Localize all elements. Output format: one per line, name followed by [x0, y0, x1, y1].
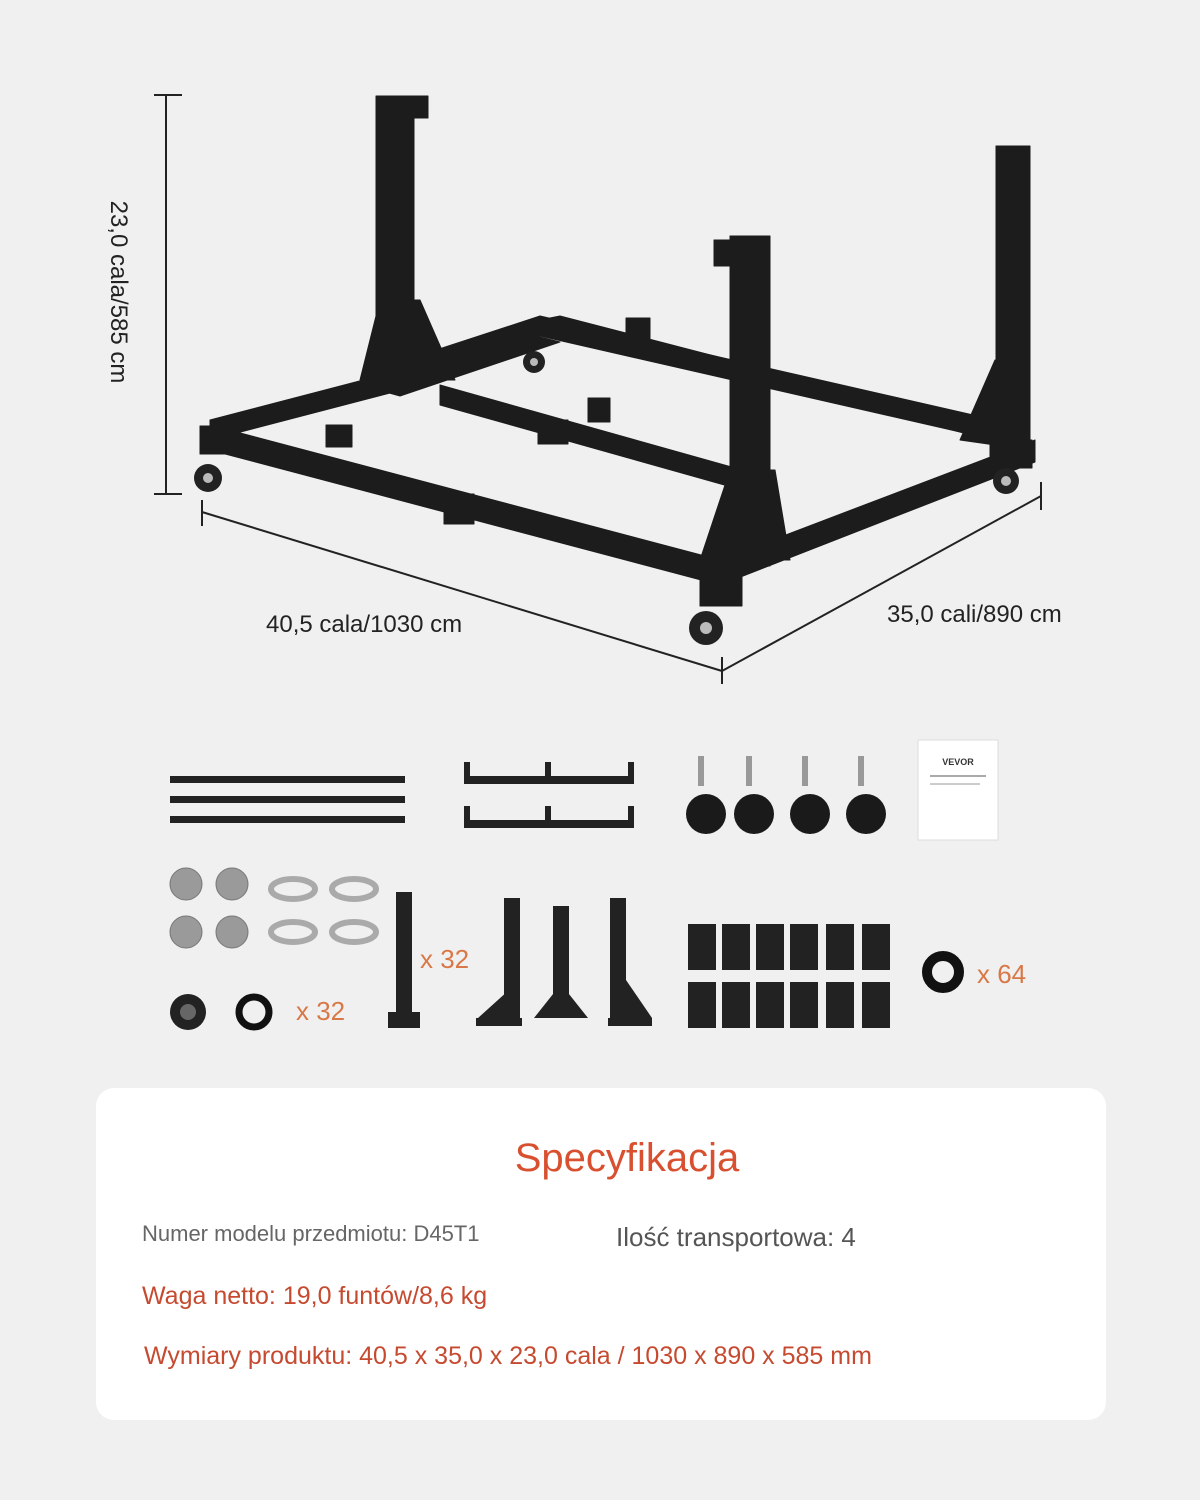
height-dimension-label: 23,0 cala/585 cm [105, 200, 132, 384]
stand-frame [200, 96, 1035, 606]
shipping-quantity: Ilość transportowa: 4 [616, 1222, 856, 1252]
part-rubber-washer [927, 956, 959, 988]
bolts-quantity: x 32 [420, 944, 470, 974]
part-clamp-plates [688, 924, 890, 1028]
width-dimension-label: 40,5 cala/1030 cm [266, 611, 463, 638]
product-dimensions: Wymiary produktu: 40,5 x 35,0 x 23,0 cala / 1030 x 890 x 585 mm [144, 1342, 872, 1370]
part-uprights [476, 898, 652, 1026]
part-nuts [170, 994, 269, 1030]
part-star-washers [271, 879, 376, 942]
washers-quantity: x 64 [977, 959, 1027, 989]
part-cap-nuts [170, 868, 248, 948]
manual-logo: VEVOR [942, 757, 974, 767]
model-number: Numer modelu przedmiotu: D45T1 [142, 1221, 480, 1246]
depth-dimension-label: 35,0 cali/890 cm [887, 601, 1062, 628]
part-long-rails [170, 776, 405, 823]
dimension-lines [154, 95, 1041, 684]
specification-card [96, 1088, 1106, 1420]
part-brackets [464, 762, 634, 828]
specification-title: Specyfikacja [514, 1136, 740, 1180]
net-weight: Waga netto: 19,0 funtów/8,6 kg [142, 1282, 488, 1310]
part-casters [686, 756, 886, 834]
part-bolt [388, 892, 420, 1028]
nuts-quantity: x 32 [296, 996, 346, 1026]
part-manual [918, 740, 998, 840]
